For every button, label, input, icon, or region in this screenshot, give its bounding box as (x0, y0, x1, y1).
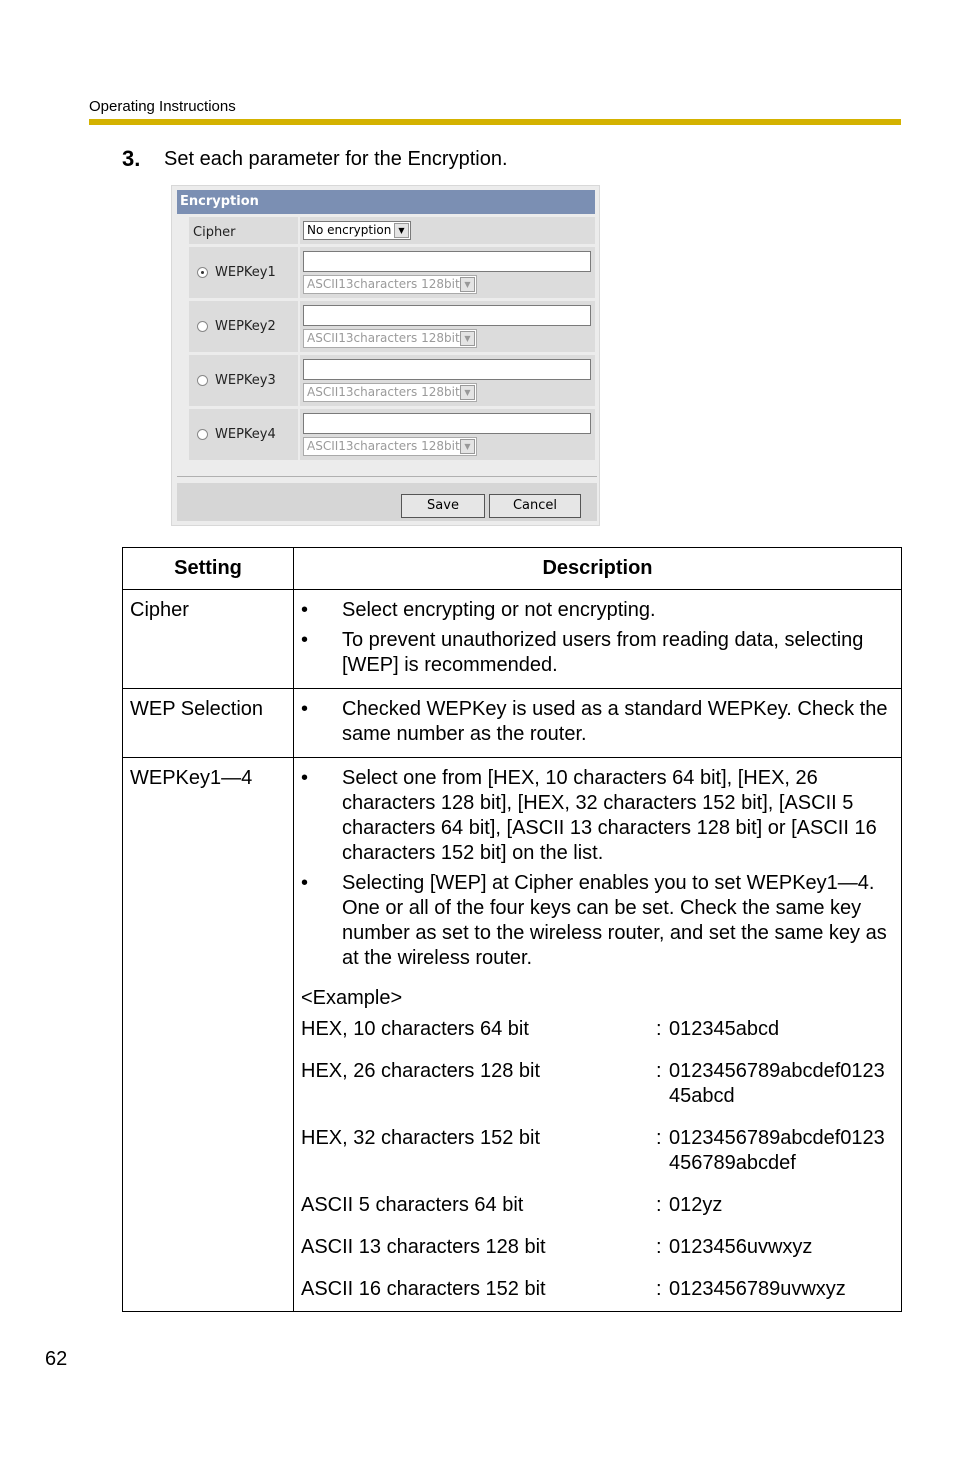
list-item: • Checked WEPKey is used as a standard WEPKey. Check the same number as the router. (301, 698, 888, 745)
radio-button-icon[interactable] (197, 321, 208, 332)
table-row (123, 590, 902, 689)
description-cell (294, 689, 902, 758)
bullet-icon: • (301, 629, 309, 651)
list-item: • Select encrypting or not encrypting. (301, 599, 656, 621)
setting-cell: Cipher (123, 590, 294, 689)
table-row (123, 689, 902, 758)
cipher-select[interactable]: No encryption ▼ (303, 221, 411, 240)
bullet-icon: • (301, 698, 309, 720)
wep-key-2-type-select[interactable]: ASCII13characters 128bit ▼ (303, 329, 477, 348)
chevron-down-icon: ▼ (460, 331, 475, 346)
bullet-icon: • (301, 599, 309, 621)
description-cell (294, 590, 902, 689)
example-row: ASCII 16 characters 152 bit : 0123456789uvwxyz (301, 1278, 846, 1300)
chevron-down-icon: ▼ (460, 277, 475, 292)
example-row: ASCII 5 characters 64 bit : 012yz (301, 1194, 723, 1216)
wep-key-3-input[interactable] (303, 359, 591, 380)
table-row (123, 758, 902, 1312)
encryption-settings-screenshot (171, 185, 600, 526)
radio-button-icon[interactable] (197, 375, 208, 386)
panel-divider (177, 476, 597, 477)
table-header-row (123, 548, 902, 590)
cipher-label: Cipher (189, 217, 298, 244)
step-instruction: Set each parameter for the Encryption. (164, 148, 508, 170)
step-number: 3. (122, 146, 141, 171)
list-item: • Select one from [HEX, 10 characters 64 bit], [HEX, 26 characters 128 bit], [HEX, 32 characters 152 bit], [ASCII 5 characters 64 bit], [ASCII 13 characters 128 bit] or [ASCII 16 characters 152 bit] on the list. (301, 767, 877, 864)
wep-key-1-type-select[interactable]: ASCII13characters 128bit ▼ (303, 275, 477, 294)
wep-key-row-2[interactable] (189, 301, 298, 352)
panel-footer (177, 483, 597, 521)
wep-key-row-3[interactable] (189, 355, 298, 406)
example-heading: <Example> (301, 987, 403, 1009)
example-row: HEX, 32 characters 152 bit : 0123456789abcdef0123456789abcdef (301, 1127, 885, 1174)
column-header-setting: Setting (123, 548, 294, 590)
chevron-down-icon: ▼ (460, 385, 475, 400)
cipher-cell (300, 217, 595, 244)
wep-key-3-type-select[interactable]: ASCII13characters 128bit ▼ (303, 383, 477, 402)
panel-title: Encryption (177, 190, 595, 214)
radio-button-icon[interactable] (197, 429, 208, 440)
example-row: HEX, 10 characters 64 bit : 012345abcd (301, 1018, 780, 1040)
example-row: ASCII 13 characters 128 bit : 0123456uvwxyz (301, 1236, 813, 1258)
example-row: HEX, 26 characters 128 bit : 0123456789abcdef012345abcd (301, 1060, 885, 1107)
column-header-description: Description (294, 548, 902, 590)
setting-cell: WEPKey1—4 (123, 758, 294, 1312)
list-item: • Selecting [WEP] at Cipher enables you to set WEPKey1—4. One or all of the four keys can be set. Check the same key number as set to the wireless router, and set the same key as at the wireless router. (301, 872, 887, 969)
wep-key-row-1[interactable] (189, 247, 298, 298)
radio-button-checked-icon[interactable] (197, 267, 208, 278)
wep-key-row-4[interactable] (189, 409, 298, 460)
wep-key-1-fields (300, 247, 595, 298)
wep-key-2-fields (300, 301, 595, 352)
description-cell (294, 758, 902, 1312)
wep-key-label: WEPKey4 (215, 427, 276, 442)
wep-key-4-type-select[interactable]: ASCII13characters 128bit ▼ (303, 437, 477, 456)
wep-key-label: WEPKey1 (215, 265, 276, 280)
wep-key-4-input[interactable] (303, 413, 591, 434)
wep-key-1-input[interactable] (303, 251, 591, 272)
wep-key-3-fields (300, 355, 595, 406)
bullet-icon: • (301, 767, 309, 789)
wep-key-2-input[interactable] (303, 305, 591, 326)
header-rule (89, 119, 901, 125)
settings-description-table (122, 547, 902, 1312)
bullet-icon: • (301, 872, 309, 894)
list-item: • To prevent unauthorized users from reading data, selecting [WEP] is recommended. (301, 629, 864, 676)
save-button[interactable]: Save (401, 494, 485, 518)
running-header: Operating Instructions (89, 98, 236, 115)
page-number: 62 (45, 1348, 68, 1370)
setting-cell: WEP Selection (123, 689, 294, 758)
chevron-down-icon: ▼ (460, 439, 475, 454)
cancel-button[interactable]: Cancel (489, 494, 581, 518)
wep-key-label: WEPKey3 (215, 373, 276, 388)
wep-key-label: WEPKey2 (215, 319, 276, 334)
chevron-down-icon: ▼ (394, 223, 409, 238)
wep-key-4-fields (300, 409, 595, 460)
